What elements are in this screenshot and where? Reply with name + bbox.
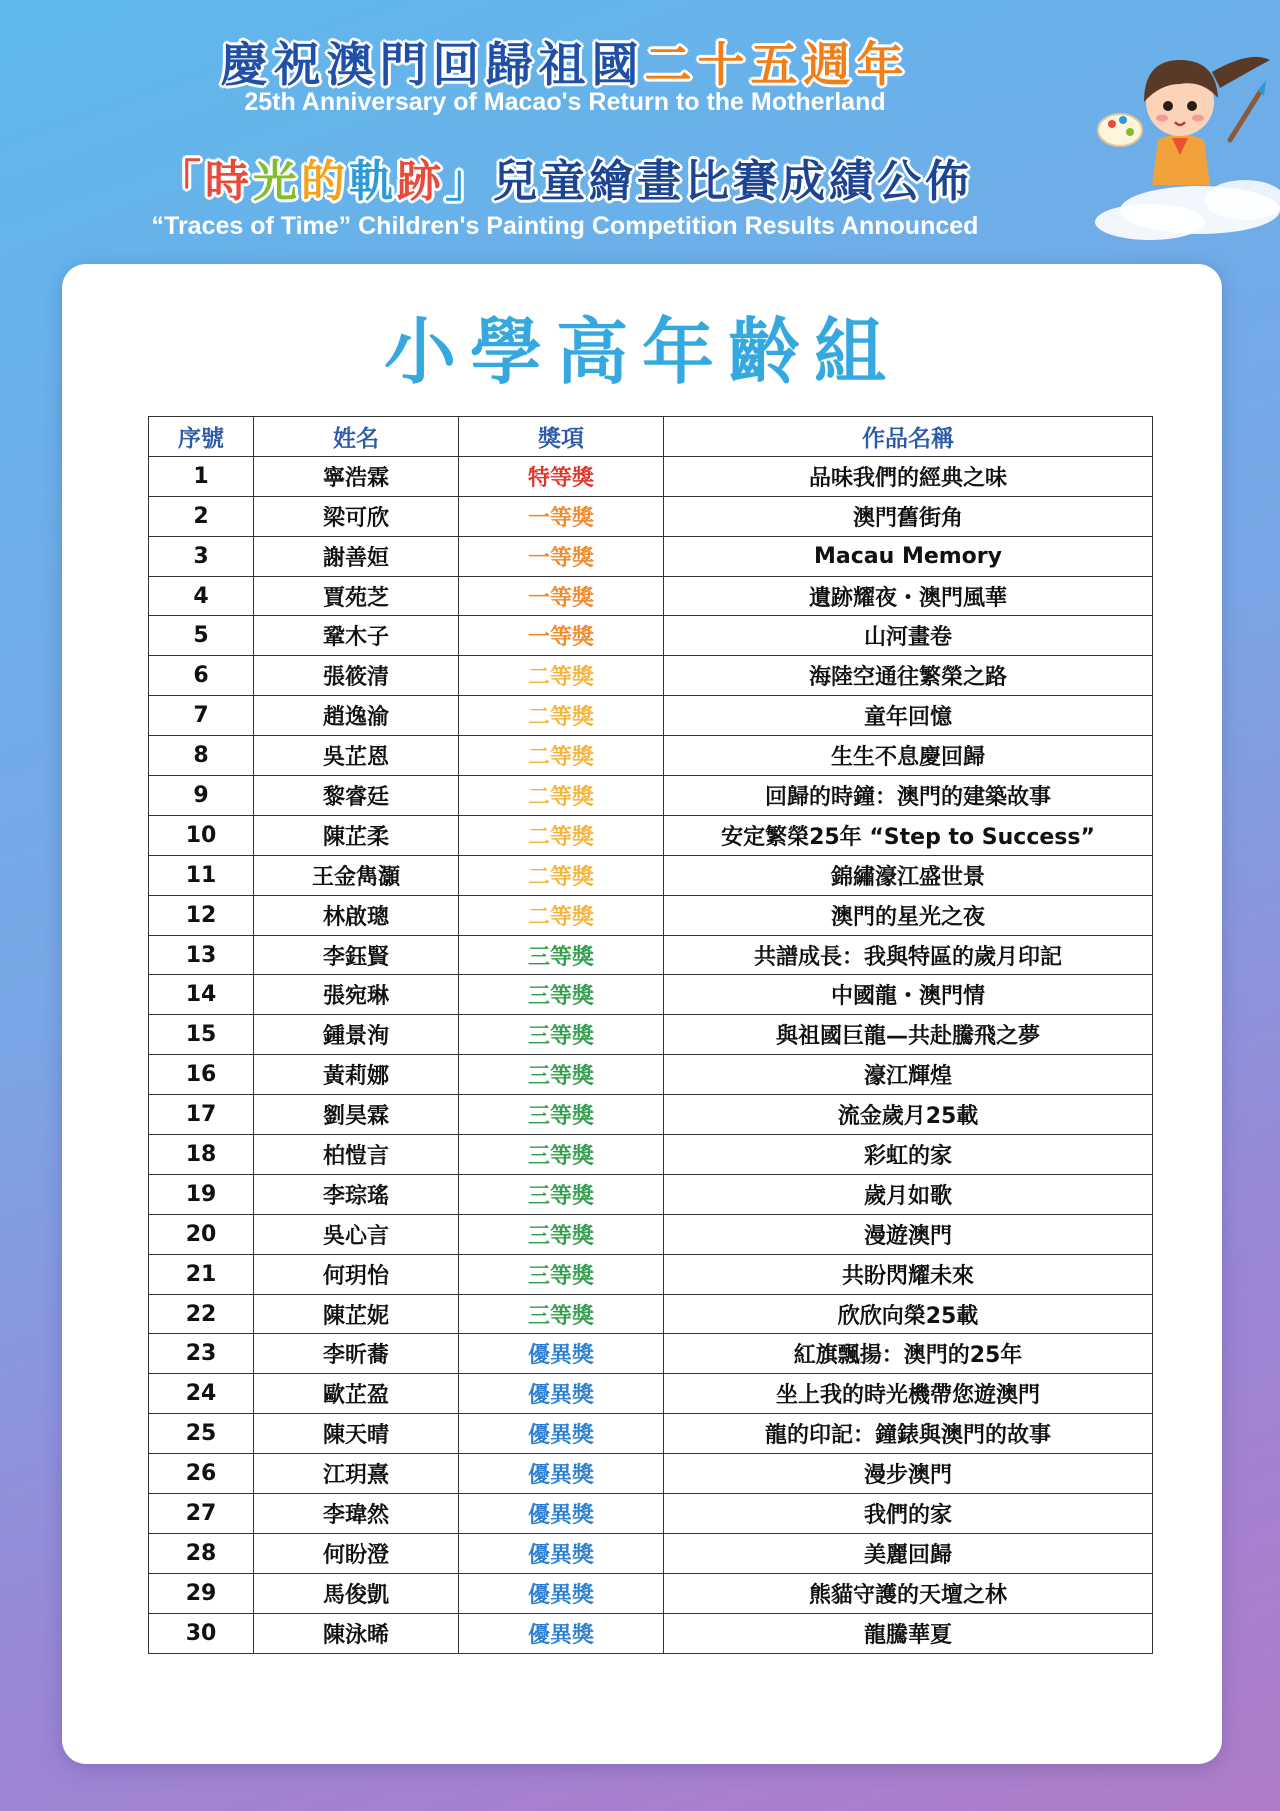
cell-name: 王金雋灝 xyxy=(254,855,459,895)
cell-work-title: 歲月如歌 xyxy=(664,1174,1153,1214)
cell-work-title: 澳門的星光之夜 xyxy=(664,895,1153,935)
cell-number: 22 xyxy=(149,1294,254,1334)
cell-work-title: 中國龍・澳門情 xyxy=(664,975,1153,1015)
cell-work-title: 龍的印記：鐘錶與澳門的故事 xyxy=(664,1414,1153,1454)
cell-work-title: 錦繡濠江盛世景 xyxy=(664,855,1153,895)
header-award: 獎項 xyxy=(459,417,664,457)
table-row xyxy=(149,895,1153,935)
table-row xyxy=(149,935,1153,975)
cell-award: 一等獎 xyxy=(459,616,664,656)
cell-work-title: 回歸的時鐘：澳門的建築故事 xyxy=(664,776,1153,816)
cell-number: 17 xyxy=(149,1095,254,1135)
results-table xyxy=(148,416,1153,1654)
cell-number: 2 xyxy=(149,496,254,536)
table-row xyxy=(149,1573,1153,1613)
cell-award: 二等獎 xyxy=(459,736,664,776)
table-row xyxy=(149,1414,1153,1454)
table-row xyxy=(149,1015,1153,1055)
cell-name: 寧浩霖 xyxy=(254,456,459,496)
cell-number: 21 xyxy=(149,1254,254,1294)
cell-number: 4 xyxy=(149,576,254,616)
cell-name: 陳天晴 xyxy=(254,1414,459,1454)
cell-award: 三等獎 xyxy=(459,1095,664,1135)
cell-work-title: 山河畫卷 xyxy=(664,616,1153,656)
cell-name: 李琮瑤 xyxy=(254,1174,459,1214)
table-row xyxy=(149,1533,1153,1573)
group-title: 小學高年齡組 xyxy=(383,310,900,394)
cell-number: 15 xyxy=(149,1015,254,1055)
cell-number: 29 xyxy=(149,1573,254,1613)
cell-name: 陳芷妮 xyxy=(254,1294,459,1334)
results-card xyxy=(62,264,1222,1764)
cell-number: 7 xyxy=(149,696,254,736)
main-title-en: 25th Anniversary of Macao's Return to the Motherland xyxy=(244,88,886,116)
cell-number: 24 xyxy=(149,1374,254,1414)
cell-award: 優異獎 xyxy=(459,1533,664,1573)
subtitle-rest: 兒童繪畫比賽成績公佈 xyxy=(493,156,973,207)
cell-name: 鞏木子 xyxy=(254,616,459,656)
cell-number: 14 xyxy=(149,975,254,1015)
cell-name: 江玥熹 xyxy=(254,1454,459,1494)
cell-name: 吳芷恩 xyxy=(254,736,459,776)
cell-number: 25 xyxy=(149,1414,254,1454)
cell-name: 賈苑芝 xyxy=(254,576,459,616)
cell-name: 梁可欣 xyxy=(254,496,459,536)
table-row xyxy=(149,1135,1153,1175)
cell-number: 13 xyxy=(149,935,254,975)
cell-number: 6 xyxy=(149,656,254,696)
cell-number: 10 xyxy=(149,815,254,855)
cell-number: 26 xyxy=(149,1454,254,1494)
child-painter-illustration xyxy=(1080,10,1280,250)
header-name: 姓名 xyxy=(254,417,459,457)
cell-award: 三等獎 xyxy=(459,1015,664,1055)
subtitle-char-4: 軌 xyxy=(349,156,397,207)
cell-name: 吳心言 xyxy=(254,1214,459,1254)
cell-award: 三等獎 xyxy=(459,1055,664,1095)
subtitle-zh xyxy=(0,145,1130,209)
table-row xyxy=(149,1454,1153,1494)
cell-award: 三等獎 xyxy=(459,1174,664,1214)
table-row xyxy=(149,1214,1153,1254)
cell-number: 5 xyxy=(149,616,254,656)
cell-number: 1 xyxy=(149,456,254,496)
cell-name: 何盼澄 xyxy=(254,1533,459,1573)
header-number: 序號 xyxy=(149,417,254,457)
cell-award: 三等獎 xyxy=(459,1135,664,1175)
subtitle-bracket-close: 」 xyxy=(445,156,493,207)
table-row xyxy=(149,776,1153,816)
table-row xyxy=(149,855,1153,895)
cell-work-title: 安定繁榮25年 “Step to Success” xyxy=(664,815,1153,855)
cell-number: 30 xyxy=(149,1613,254,1653)
cell-number: 18 xyxy=(149,1135,254,1175)
cell-work-title: 欣欣向榮25載 xyxy=(664,1294,1153,1334)
cell-name: 劉昊霖 xyxy=(254,1095,459,1135)
table-row xyxy=(149,1613,1153,1653)
table-row xyxy=(149,1334,1153,1374)
cell-award: 三等獎 xyxy=(459,975,664,1015)
cell-work-title: 紅旗飄揚：澳門的25年 xyxy=(664,1334,1153,1374)
cell-award: 三等獎 xyxy=(459,1294,664,1334)
cell-award: 優異獎 xyxy=(459,1334,664,1374)
cell-award: 優異獎 xyxy=(459,1454,664,1494)
cell-award: 優異獎 xyxy=(459,1494,664,1534)
cell-name: 李昕蕎 xyxy=(254,1334,459,1374)
cell-work-title: 童年回憶 xyxy=(664,696,1153,736)
cell-number: 11 xyxy=(149,855,254,895)
cell-name: 林啟璁 xyxy=(254,895,459,935)
table-row xyxy=(149,736,1153,776)
table-row xyxy=(149,1294,1153,1334)
cell-name: 李瑋然 xyxy=(254,1494,459,1534)
cell-award: 優異獎 xyxy=(459,1374,664,1414)
cell-number: 19 xyxy=(149,1174,254,1214)
subtitle-char-3: 的 xyxy=(301,156,349,207)
cell-number: 16 xyxy=(149,1055,254,1095)
main-title-zh xyxy=(0,28,1130,95)
cell-work-title: 與祖國巨龍—共赴騰飛之夢 xyxy=(664,1015,1153,1055)
cell-work-title: 海陸空通往繁榮之路 xyxy=(664,656,1153,696)
table-row xyxy=(149,616,1153,656)
cell-number: 12 xyxy=(149,895,254,935)
cell-work-title: 澳門舊街角 xyxy=(664,496,1153,536)
subtitle-en: “Traces of Time” Children's Painting Competition Results Announced xyxy=(151,212,979,240)
cell-number: 27 xyxy=(149,1494,254,1534)
cell-award: 三等獎 xyxy=(459,935,664,975)
cell-name: 黃莉娜 xyxy=(254,1055,459,1095)
table-row xyxy=(149,1254,1153,1294)
cell-number: 9 xyxy=(149,776,254,816)
poster-header xyxy=(0,0,1280,250)
cell-award: 三等獎 xyxy=(459,1254,664,1294)
cell-work-title: 生生不息慶回歸 xyxy=(664,736,1153,776)
cell-award: 三等獎 xyxy=(459,1214,664,1254)
cell-work-title: 漫遊澳門 xyxy=(664,1214,1153,1254)
cell-work-title: 龍騰華夏 xyxy=(664,1613,1153,1653)
main-title-zh-part1: 慶祝澳門回歸祖國 xyxy=(220,38,645,93)
cell-number: 8 xyxy=(149,736,254,776)
cell-name: 馬俊凱 xyxy=(254,1573,459,1613)
cell-work-title: 遺跡耀夜・澳門風華 xyxy=(664,576,1153,616)
cell-award: 一等獎 xyxy=(459,496,664,536)
cell-award: 優異獎 xyxy=(459,1613,664,1653)
cell-award: 優異獎 xyxy=(459,1414,664,1454)
cell-award: 一等獎 xyxy=(459,576,664,616)
cell-name: 張筱清 xyxy=(254,656,459,696)
cell-name: 何玥怡 xyxy=(254,1254,459,1294)
table-row xyxy=(149,975,1153,1015)
cell-work-title: 漫步澳門 xyxy=(664,1454,1153,1494)
cell-work-title: 流金歲月25載 xyxy=(664,1095,1153,1135)
main-title-zh-part2: 二十五週年 xyxy=(644,38,910,93)
cell-number: 23 xyxy=(149,1334,254,1374)
cell-name: 柏愷言 xyxy=(254,1135,459,1175)
cell-award: 二等獎 xyxy=(459,855,664,895)
cell-work-title: 品味我們的經典之味 xyxy=(664,456,1153,496)
cell-award: 二等獎 xyxy=(459,656,664,696)
cell-work-title: 美麗回歸 xyxy=(664,1533,1153,1573)
cell-number: 28 xyxy=(149,1533,254,1573)
cell-work-title: 濠江輝煌 xyxy=(664,1055,1153,1095)
table-row xyxy=(149,536,1153,576)
cell-work-title: 坐上我的時光機帶您遊澳門 xyxy=(664,1374,1153,1414)
cell-work-title: 彩虹的家 xyxy=(664,1135,1153,1175)
cell-award: 二等獎 xyxy=(459,815,664,855)
cell-award: 優異獎 xyxy=(459,1573,664,1613)
table-row xyxy=(149,656,1153,696)
subtitle-char-1: 時 xyxy=(205,156,253,207)
subtitle-char-5: 跡 xyxy=(397,156,445,207)
cell-number: 20 xyxy=(149,1214,254,1254)
cell-work-title: 熊貓守護的天壇之林 xyxy=(664,1573,1153,1613)
cell-work-title: 共譜成長：我與特區的歲月印記 xyxy=(664,935,1153,975)
cell-award: 二等獎 xyxy=(459,895,664,935)
table-row xyxy=(149,1174,1153,1214)
table-row xyxy=(149,1374,1153,1414)
cell-award: 二等獎 xyxy=(459,776,664,816)
table-row xyxy=(149,1055,1153,1095)
table-row xyxy=(149,1494,1153,1534)
table-row xyxy=(149,576,1153,616)
cell-work-title: 我們的家 xyxy=(664,1494,1153,1534)
cell-number: 3 xyxy=(149,536,254,576)
cell-name: 歐芷盈 xyxy=(254,1374,459,1414)
cell-name: 趙逸渝 xyxy=(254,696,459,736)
subtitle-char-2: 光 xyxy=(253,156,301,207)
cell-name: 鍾景洵 xyxy=(254,1015,459,1055)
table-body xyxy=(149,456,1153,1653)
cell-name: 陳泳晞 xyxy=(254,1613,459,1653)
table-row xyxy=(149,456,1153,496)
table-row xyxy=(149,496,1153,536)
table-row xyxy=(149,815,1153,855)
cell-work-title: 共盼閃耀未來 xyxy=(664,1254,1153,1294)
cell-name: 黎睿廷 xyxy=(254,776,459,816)
table-row xyxy=(149,1095,1153,1135)
header-work-title: 作品名稱 xyxy=(664,417,1153,457)
cell-name: 李鈺賢 xyxy=(254,935,459,975)
cell-name: 張宛琳 xyxy=(254,975,459,1015)
table-row xyxy=(149,696,1153,736)
cell-name: 陳芷柔 xyxy=(254,815,459,855)
cell-award: 一等獎 xyxy=(459,536,664,576)
subtitle-bracket-open: 「 xyxy=(157,156,205,207)
cell-name: 謝善姮 xyxy=(254,536,459,576)
cell-work-title: Macau Memory xyxy=(664,536,1153,576)
cell-award: 特等獎 xyxy=(459,456,664,496)
cell-award: 二等獎 xyxy=(459,696,664,736)
table-header-row xyxy=(149,417,1153,457)
